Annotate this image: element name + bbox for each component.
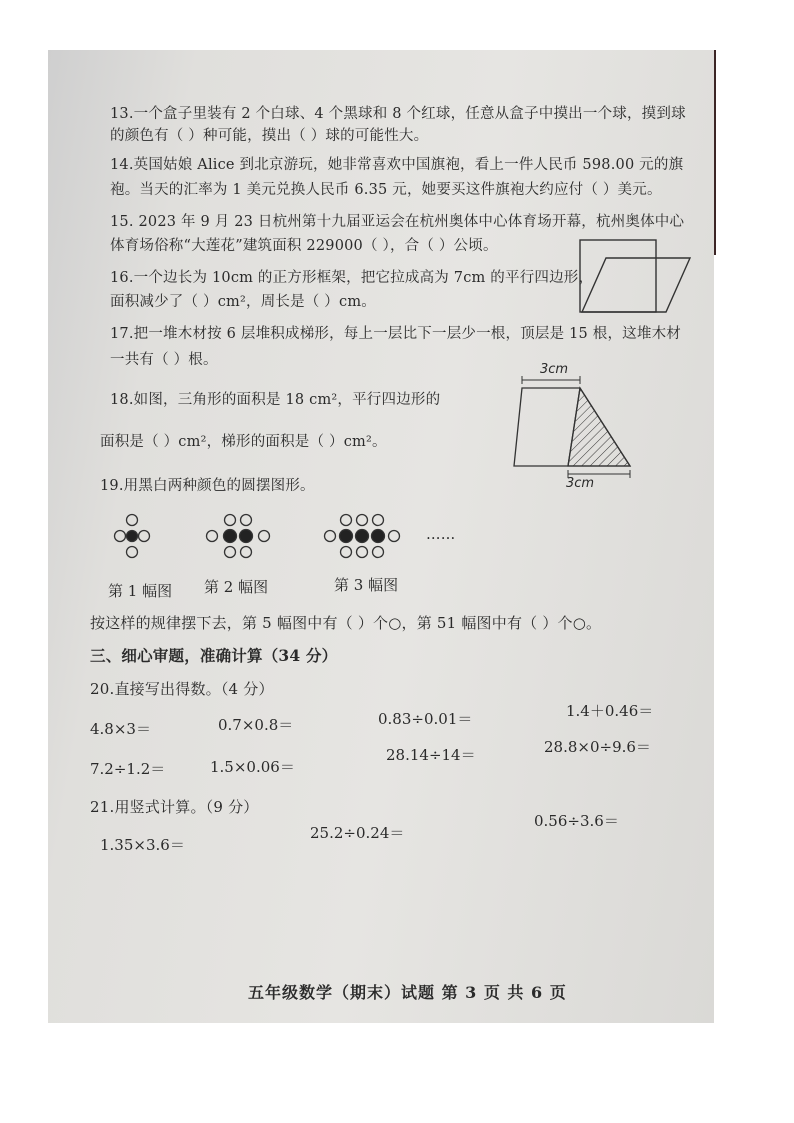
q16-figure [578,238,698,318]
q21-item-1: 1.35×3.6＝ [100,836,185,854]
q20-item-5: 7.2÷1.2＝ [90,760,166,778]
q20-item-3: 0.83÷0.01＝ [378,710,473,728]
q18-dim-top: 3cm [540,362,569,377]
q19-figure-3 [325,515,400,558]
q18-hatched-triangle [568,388,630,466]
q14-line2: 袍。当天的汇率为 1 美元兑换人民币 6.35 元，她要买这件旗袍大约应付（ ）美元。 [110,182,662,198]
q19-title: 19.用黑白两种颜色的圆摆图形。 [100,478,315,494]
q17-line1: 17.把一堆木材按 6 层堆积成梯形，每上一层比下一层少一根，顶层是 15 根，这堆木材 [110,326,681,342]
q20-item-6: 1.5×0.06＝ [210,758,295,776]
q18-figure [510,376,640,480]
q19-figure-label-1: 第 1 幅图 [108,582,173,600]
q19-figure-label-3: 第 3 幅图 [334,576,399,594]
q17-line2: 一共有（ ）根。 [110,352,218,368]
section3-title: 三、细心审题，准确计算（34 分） [90,646,338,665]
q20-item-1: 4.8×3＝ [90,720,151,738]
q20-item-4: 1.4＋0.46＝ [566,702,654,720]
q16-square [580,240,656,312]
q18-line2: 面积是（ ）cm²，梯形的面积是（ ）cm²。 [100,434,387,450]
q15-line2: 体育场俗称“大莲花”建筑面积 229000（ ），合（ ）公顷。 [110,238,498,254]
q15-line1: 15. 2023 年 9 月 23 日杭州第十九届亚运会在杭州奥体中心体育场开幕，杭州奥体中心 [110,214,685,230]
q13-line2: 的颜色有（ ）种可能，摸出（ ）球的可能性大。 [110,128,429,144]
q16-parallelogram [582,258,690,312]
q19-ellipsis: …… [426,527,456,543]
q19-question: 按这样的规律摆下去，第 5 幅图中有（ ）个○，第 51 幅图中有（ ）个○。 [90,614,602,632]
q21-title: 21.用竖式计算。（9 分） [90,798,259,816]
q14-line1: 14.英国姑娘 Alice 到北京游玩，她非常喜欢中国旗袍，看上一件人民币 598.00 元的旗 [110,157,684,173]
q20-item-8: 28.8×0÷9.6＝ [544,738,651,756]
q19-pattern-figures [108,510,448,566]
q18-dim-bottom: 3cm [566,476,595,491]
q16-line2: 面积减少了（ ）cm²，周长是（ ）cm。 [110,294,376,310]
exam-page [48,50,714,1023]
q20-item-2: 0.7×0.8＝ [218,716,294,734]
q18-line1: 18.如图，三角形的面积是 18 cm²，平行四边形的 [110,392,441,408]
q19-figure-2 [207,515,270,558]
q21-item-3: 0.56÷3.6＝ [534,812,619,830]
q21-item-2: 25.2÷0.24＝ [310,824,405,842]
page-footer: 五年级数学（期末）试题 第 3 页 共 6 页 [248,983,567,1002]
q19-figure-label-2: 第 2 幅图 [204,578,269,596]
q20-item-7: 28.14÷14＝ [386,746,476,764]
q16-line1: 16.一个边长为 10cm 的正方形框架，把它拉成高为 7cm 的平行四边形， [110,270,594,286]
q19-figure-1 [115,515,150,558]
q13-line1: 13.一个盒子里装有 2 个白球、4 个黑球和 8 个红球，任意从盒子中摸出一个球，摸到球 [110,106,686,122]
q20-title: 20.直接写出得数。（4 分） [90,680,274,698]
